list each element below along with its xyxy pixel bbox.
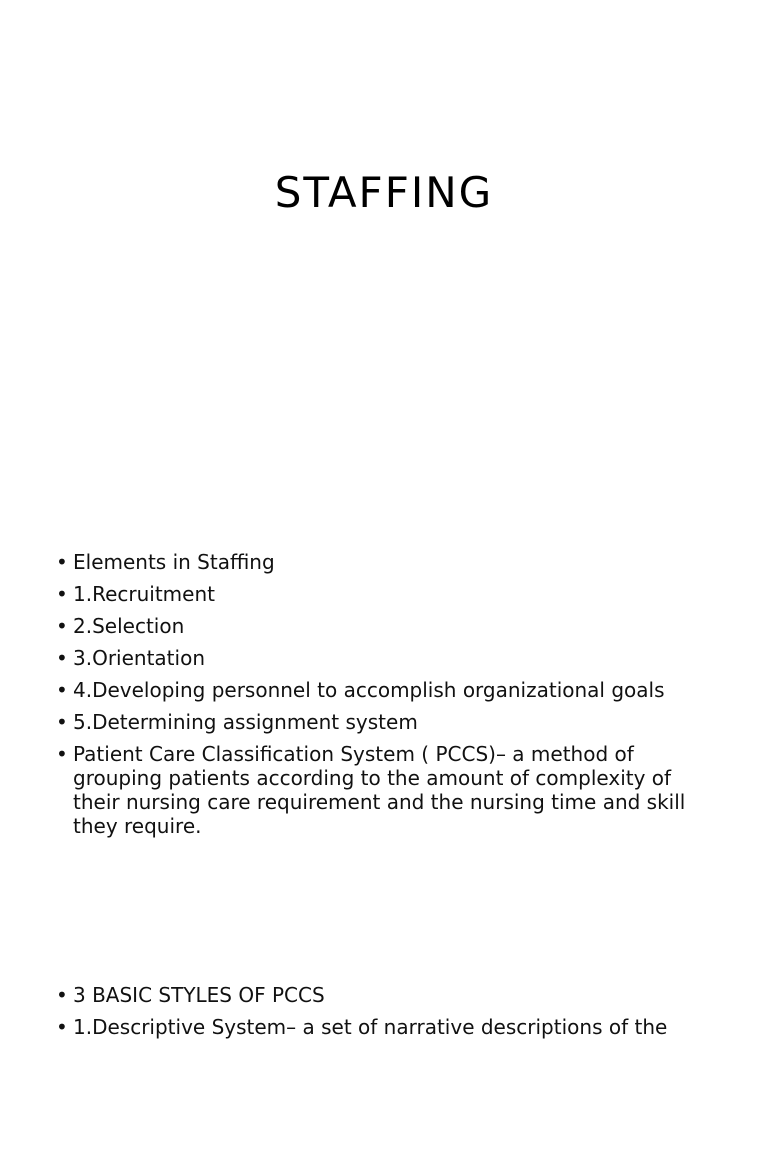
bullet-dot: • (56, 742, 68, 766)
bullet-item-basic-styles (56, 983, 716, 1007)
bullet-item-elements-heading (56, 550, 716, 574)
elements-slide (0, 540, 768, 960)
bullet-text: 1.Recruitment (73, 582, 215, 606)
bullet-text: 5.Determining assignment system (73, 710, 418, 734)
bullet-text: 3 BASIC STYLES OF PCCS (73, 983, 325, 1007)
bullet-item-orientation (56, 646, 716, 670)
bullet-dot: • (56, 1015, 68, 1039)
bullet-text: 3.Orientation (73, 646, 205, 670)
bullet-item-assignment-system (56, 710, 716, 734)
bullet-text: Elements in Staffing (73, 550, 275, 574)
pccs-styles-slide (0, 975, 768, 1175)
bullet-item-recruitment (56, 582, 716, 606)
bullet-text: 4.Developing personnel to accomplish organizational goals (73, 678, 665, 702)
bullet-text: 2.Selection (73, 614, 185, 638)
bullet-dot: • (56, 614, 68, 638)
styles-bullet-list (56, 983, 716, 1047)
bullet-item-selection (56, 614, 716, 638)
bullet-dot: • (56, 710, 68, 734)
bullet-item-descriptive-system (56, 1015, 716, 1039)
bullet-item-developing-personnel (56, 678, 716, 702)
bullet-dot: • (56, 646, 68, 670)
elements-bullet-list (56, 550, 716, 846)
bullet-dot: • (56, 550, 68, 574)
bullet-dot: • (56, 582, 68, 606)
title-slide (0, 0, 768, 520)
bullet-item-pccs-definition (56, 742, 716, 838)
bullet-text: Patient Care Classification System ( PCCS)– a method of grouping patients according to the amount of complexity of their nursing care requirement and the nursing time and skill they require. (73, 742, 686, 838)
bullet-dot: • (56, 678, 68, 702)
bullet-dot: • (56, 983, 68, 1007)
bullet-text: 1.Descriptive System– a set of narrative descriptions of the (73, 1015, 668, 1039)
slide-title: STAFFING (274, 168, 494, 217)
